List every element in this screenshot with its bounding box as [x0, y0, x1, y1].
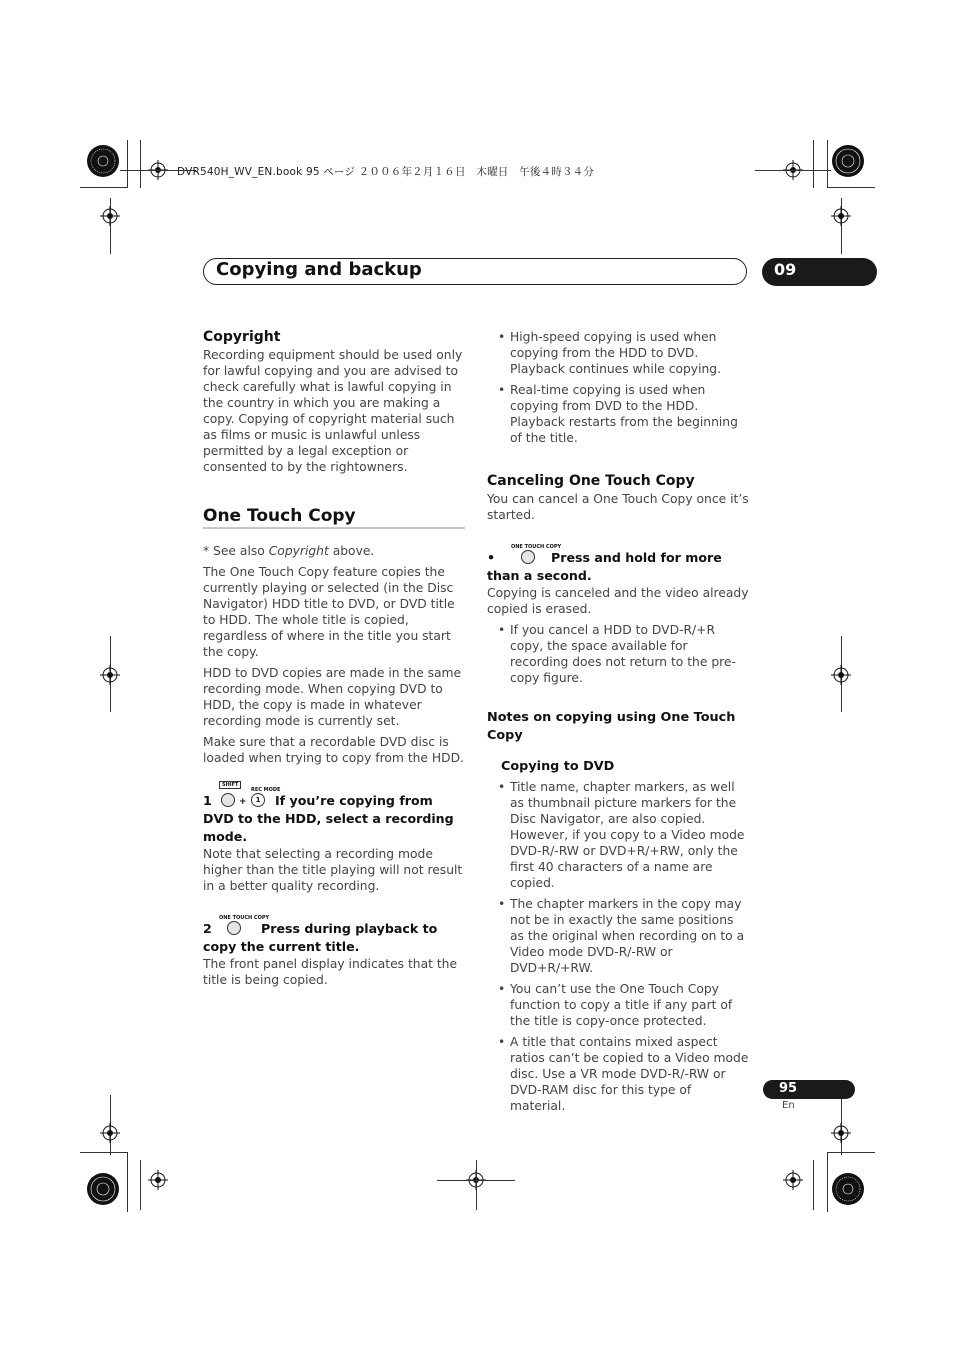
- registration-crosshair-icon: [148, 1170, 168, 1190]
- cancel-heading: Canceling One Touch Copy: [487, 473, 695, 489]
- cancel-result: Copying is canceled and the video already copied is erased.: [487, 586, 749, 616]
- copying-to-dvd-heading: Copying to DVD: [501, 759, 615, 774]
- step-1-number: 1: [203, 793, 212, 808]
- list-item: • High-speed copying is used when copying from the HDD to DVD. Playback continues while copying.: [487, 329, 749, 377]
- registration-crosshair-icon: [100, 1123, 120, 1143]
- list-item: • You can’t use the One Touch Copy function to copy a title if any part of the title is copy-once protected.: [487, 981, 749, 1029]
- otc-paragraph-1: The One Touch Copy feature copies the currently playing or selected (in the Disc Navigator) HDD title to DVD, or DVD title to HDD. The whole title is copied, regardless of where in the title you start the copy.: [203, 565, 455, 659]
- copy-speed-list: [487, 329, 749, 446]
- copying-to-dvd-list: [487, 779, 749, 1114]
- left-column: [203, 329, 465, 993]
- step-2-note: The front panel display indicates that the title is being copied.: [203, 957, 458, 987]
- page-number-badge: 95: [763, 1080, 855, 1099]
- notes-heading: Notes on copying using One Touch Copy: [487, 710, 736, 743]
- chapter-title: Copying and backup: [216, 259, 422, 280]
- right-column: [487, 329, 749, 1119]
- chapter-number-badge: 09: [762, 258, 877, 286]
- cancel-text: You can cancel a One Touch Copy once it’s started.: [487, 492, 749, 522]
- otc-paragraph-3: Make sure that a recordable DVD disc is loaded when trying to copy from the HDD.: [203, 735, 464, 765]
- cancel-list: [487, 622, 749, 686]
- list-item: • A title that contains mixed aspect ratios can’t be copied to a Video mode disc. Use a VR mode DVD-R/-RW or DVD-RAM disc for this type of material.: [487, 1034, 749, 1114]
- list-item: • If you cancel a HDD to DVD-R/+R copy, the space available for recording does not return to the pre-copy figure.: [487, 622, 749, 686]
- step-2-text: Press during playback to copy the current title.: [203, 921, 438, 954]
- copyright-text: Recording equipment should be used only for lawful copying and you are advised to check carefully what is lawful copying in the country in which you are making a copy. Copying of copyright material such as films or music is unlawful unless permitted by a legal exception or consented to by the rightowners.: [203, 348, 463, 474]
- language-label: En: [782, 1100, 795, 1111]
- one-touch-copy-button-icon: ONE TOUCH COPY: [219, 919, 259, 935]
- step-1-text: If you’re copying from DVD to the HDD, select a recording mode.: [203, 793, 454, 844]
- registration-sunburst-icon: [86, 144, 120, 178]
- otc-paragraph-2: HDD to DVD copies are made in the same recording mode. When copying DVD to HDD, the copy is made in whatever recording mode is currently set.: [203, 666, 462, 728]
- file-info: DVR540H_WV_EN.book 95 ページ ２００６年２月１６日 木曜日 午後４時３４分: [177, 166, 595, 178]
- step-2: [203, 915, 465, 956]
- registration-crosshair-icon: [831, 206, 851, 226]
- step-1: [203, 782, 465, 846]
- registration-crosshair-icon: [831, 1123, 851, 1143]
- crop-line: [476, 1160, 477, 1210]
- cancel-step-bullet: •: [487, 550, 496, 565]
- shift-rec-mode-button-icon: SHIFT REC MODE + 1: [219, 791, 271, 807]
- registration-crosshair-icon: [783, 1170, 803, 1190]
- one-touch-copy-heading: One Touch Copy: [203, 508, 465, 529]
- list-item: • Real-time copying is used when copying from DVD to the HDD. Playback restarts from the beginning of the title.: [487, 382, 749, 446]
- registration-crosshair-icon: [831, 665, 851, 685]
- see-also-note: * See also Copyright above.: [203, 544, 375, 558]
- copyright-heading: Copyright: [203, 329, 281, 345]
- crop-line: [755, 170, 831, 171]
- registration-sunburst-icon: [831, 1172, 865, 1206]
- cancel-step-text: Press and hold for more than a second.: [487, 550, 722, 583]
- registration-sunburst-icon: [831, 144, 865, 178]
- registration-crosshair-icon: [100, 665, 120, 685]
- list-item: • Title name, chapter markers, as well as thumbnail picture markers for the Disc Navigator, are also copied. However, if you copy to a Video mode DVD-R/-RW or DVD+R/+RW, only the first 40 characters of a name are copied.: [487, 779, 749, 891]
- registration-sunburst-icon: [86, 1172, 120, 1206]
- one-touch-copy-button-icon: ONE TOUCH COPY: [503, 548, 549, 564]
- cancel-step: [487, 544, 749, 585]
- step-1-note: Note that selecting a recording mode higher than the title playing will not result in a better quality recording.: [203, 847, 463, 893]
- list-item: • The chapter markers in the copy may not be in exactly the same positions as the original when recording on to a Video mode DVD-R/-RW or DVD+R/+RW.: [487, 896, 749, 976]
- registration-crosshair-icon: [100, 206, 120, 226]
- step-2-number: 2: [203, 921, 212, 936]
